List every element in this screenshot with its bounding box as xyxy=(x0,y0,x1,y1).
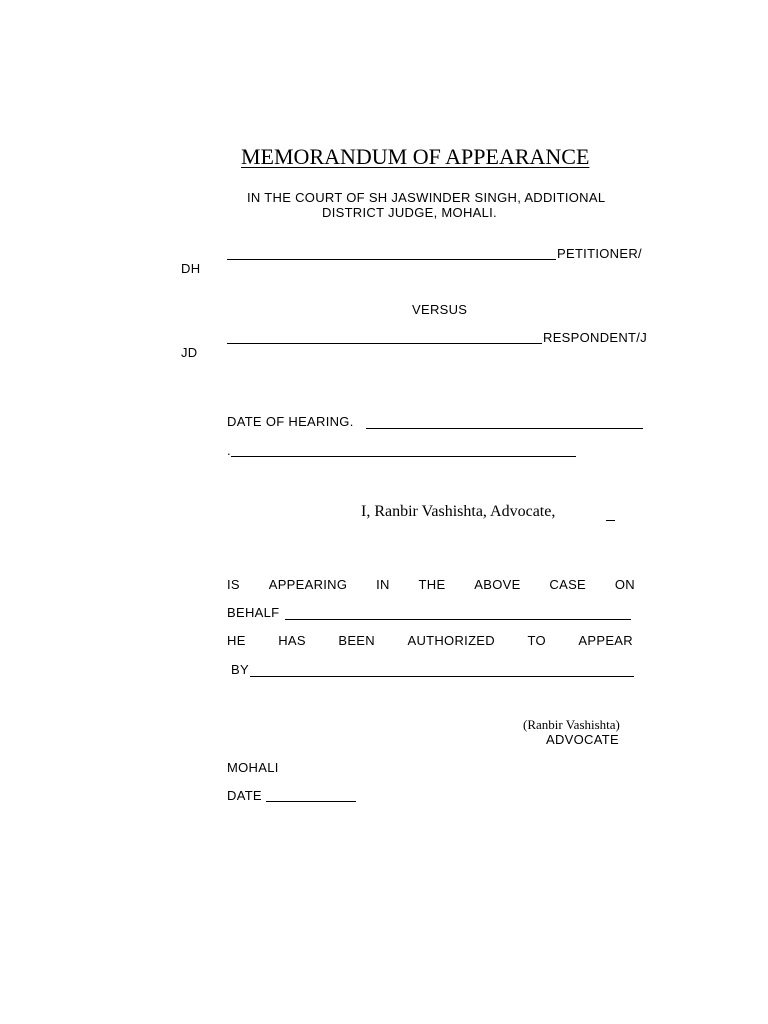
appearing-word: CASE xyxy=(549,577,587,592)
authorized-line xyxy=(227,633,633,648)
date-of-hearing-blank-line xyxy=(366,428,643,429)
appearing-word: ON xyxy=(614,577,635,592)
court-line-1: IN THE COURT OF SH JASWINDER SINGH, ADDITIONAL xyxy=(247,190,606,205)
authorized-word: APPEAR xyxy=(578,633,633,648)
authorized-word: BEEN xyxy=(338,633,375,648)
respondent-blank-line xyxy=(227,343,542,344)
authorized-word: TO xyxy=(527,633,546,648)
by-label: BY xyxy=(231,662,249,677)
appearing-line xyxy=(227,577,635,592)
dot-marker: . xyxy=(227,443,231,458)
behalf-blank-line xyxy=(285,619,631,620)
advocate-statement-text: I, Ranbir Vashishta, Advocate, xyxy=(361,503,556,520)
petitioner-wrap-text: DH xyxy=(181,261,201,276)
court-line-2: DISTRICT JUDGE, MOHALI. xyxy=(322,205,497,220)
date-label: DATE xyxy=(227,788,262,803)
appearing-word: THE xyxy=(418,577,446,592)
authorized-word: HAS xyxy=(278,633,306,648)
appearing-word: IN xyxy=(376,577,390,592)
place-label: MOHALI xyxy=(227,760,279,775)
appearing-word: APPEARING xyxy=(268,577,348,592)
advocate-statement xyxy=(361,503,555,521)
respondent-wrap-text: JD xyxy=(181,345,198,360)
respondent-label: RESPONDENT/J xyxy=(543,330,648,345)
signature-name: (Ranbir Vashishta) xyxy=(523,717,620,732)
petitioner-label: PETITIONER/ xyxy=(557,246,642,261)
by-blank-line xyxy=(250,676,634,677)
date-of-hearing-label: DATE OF HEARING. xyxy=(227,414,354,429)
signature-title: ADVOCATE xyxy=(546,732,619,747)
date-blank-line xyxy=(266,801,356,802)
appearing-word: ABOVE xyxy=(474,577,521,592)
continuation-blank-line xyxy=(231,456,576,457)
authorized-word: AUTHORIZED xyxy=(407,633,495,648)
document-title: MEMORANDUM OF APPEARANCE xyxy=(241,144,590,169)
appearing-word: IS xyxy=(227,577,240,592)
authorized-word: HE xyxy=(227,633,246,648)
petitioner-blank-line xyxy=(227,259,556,260)
versus-text: VERSUS xyxy=(412,302,468,317)
advocate-statement-underline xyxy=(606,520,615,521)
behalf-label: BEHALF xyxy=(227,605,280,620)
